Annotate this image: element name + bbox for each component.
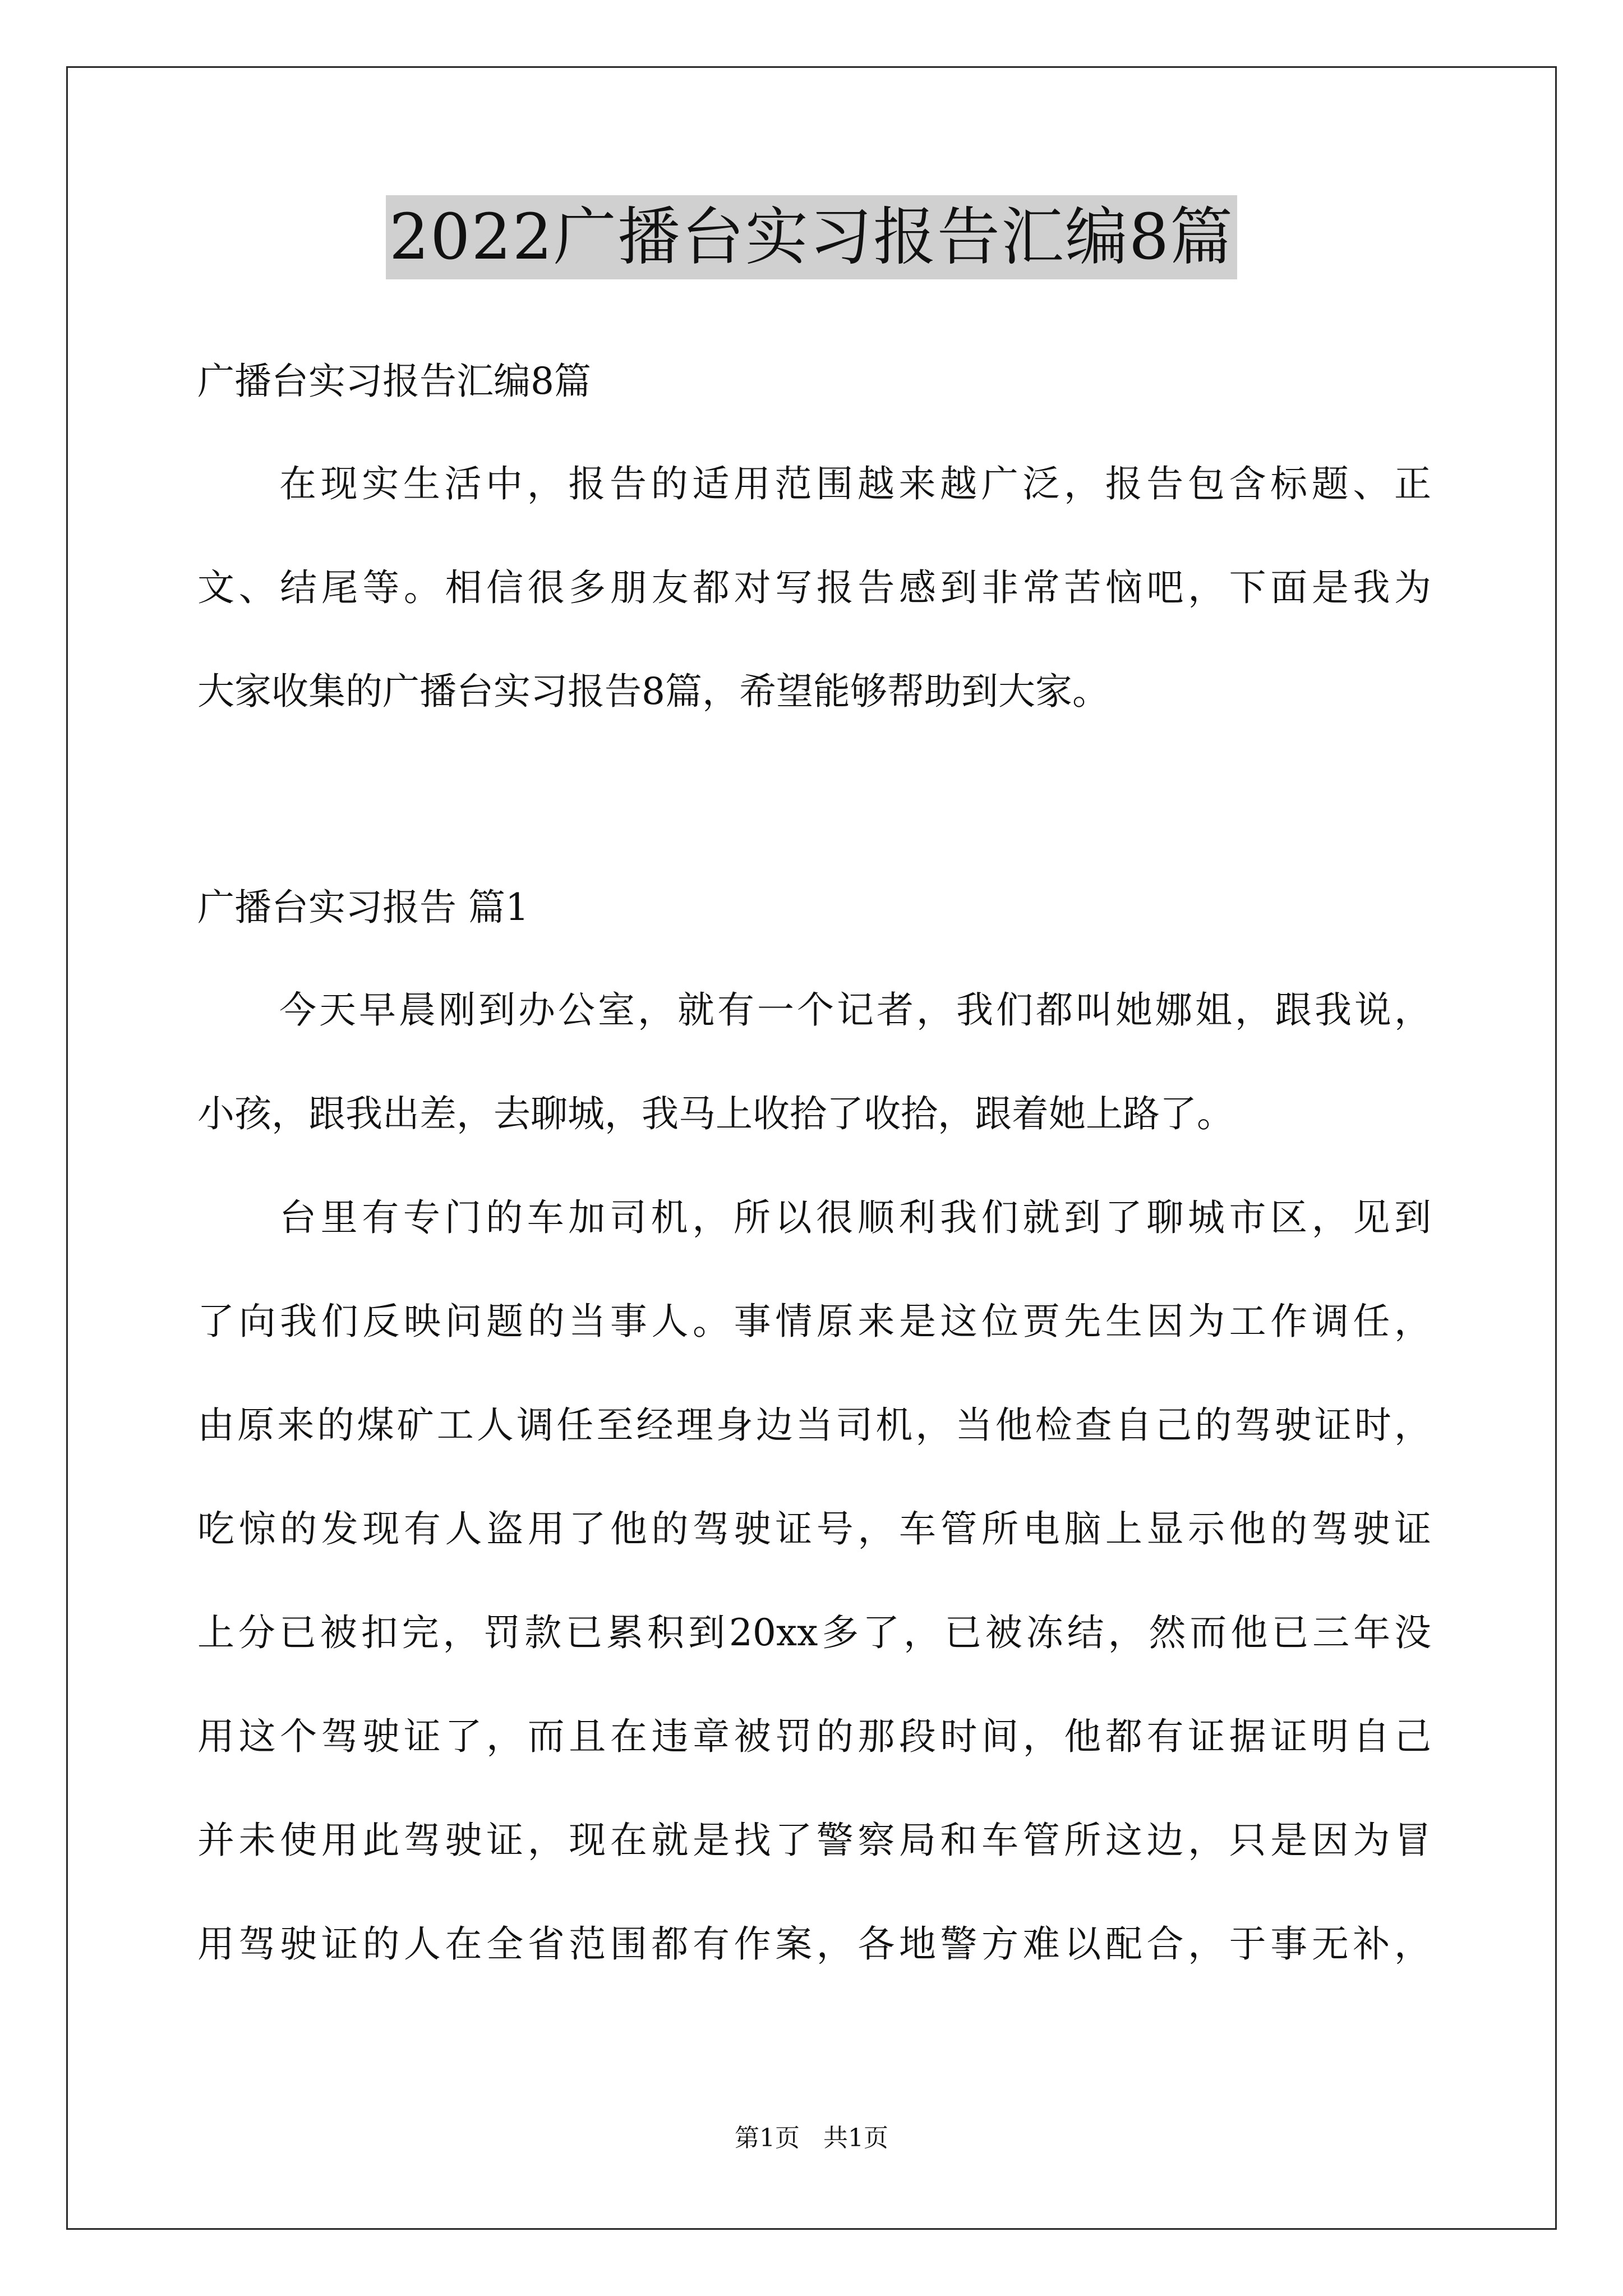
intro-line-2: 文、结尾等。相信很多朋友都对写报告感到非常苦恼吧，下面是我为	[197, 566, 1431, 609]
para1-line-2: 小孩，跟我出差，去聊城，我马上收拾了收拾，跟着她上路了。	[197, 1092, 1234, 1135]
para2-line-4: 吃惊的发现有人盗用了他的驾驶证号，车管所电脑上显示他的驾驶证	[197, 1507, 1431, 1550]
subtitle: 广播台实习报告汇编8篇	[197, 360, 591, 403]
document-title	[0, 195, 1623, 279]
para1-line-1: 今天早晨刚到办公室，就有一个记者，我们都叫她娜姐，跟我说，	[279, 988, 1431, 1032]
para2-line-6: 用这个驾驶证了，而且在违章被罚的那段时间，他都有证据证明自己	[197, 1715, 1431, 1758]
section-heading: 广播台实习报告 篇1	[197, 886, 529, 929]
intro-line-3: 大家收集的广播台实习报告8篇，希望能够帮助到大家。	[197, 670, 1109, 713]
page-number: 第1页 共1页	[735, 2124, 888, 2152]
document-title-text: 2022广播台实习报告汇编8篇	[386, 195, 1237, 279]
intro-line-1: 在现实生活中，报告的适用范围越来越广泛，报告包含标题、正	[279, 462, 1431, 505]
para2-line-2: 了向我们反映问题的当事人。事情原来是这位贾先生因为工作调任，	[197, 1300, 1431, 1343]
para2-line-7: 并未使用此驾驶证，现在就是找了警察局和车管所这边，只是因为冒	[197, 1819, 1431, 1862]
para2-line-5: 上分已被扣完，罚款已累积到20xx多了，已被冻结，然而他已三年没	[197, 1611, 1431, 1654]
para2-line-8: 用驾驶证的人在全省范围都有作案，各地警方难以配合，于事无补，	[197, 1922, 1431, 1966]
para2-line-3: 由原来的煤矿工人调任至经理身边当司机，当他检查自己的驾驶证时，	[197, 1404, 1431, 1447]
para2-line-1: 台里有专门的车加司机，所以很顺利我们就到了聊城市区，见到	[279, 1196, 1431, 1239]
page-footer	[0, 2122, 1623, 2155]
